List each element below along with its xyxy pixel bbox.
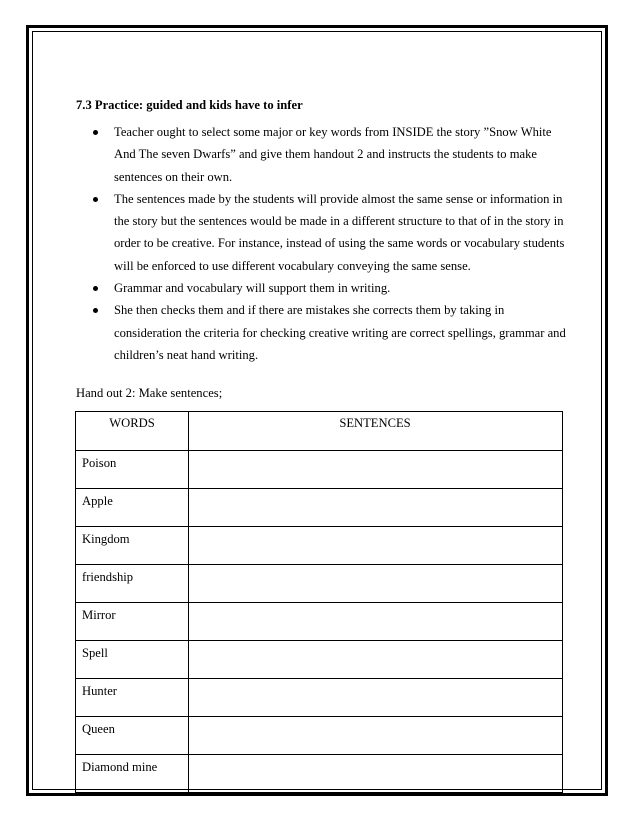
bullet-text: She then checks them and if there are mistakes she corrects them by taking in consideration the criteria for checking creative writing are correct spellings, grammar and children’s neat hand writing. xyxy=(114,303,566,362)
bullet-text: Teacher ought to select some major or key words from INSIDE the story ”Snow White And The seven Dwarfs” and give them handout 2 and instructs the students to make sentences on their own. xyxy=(114,125,552,184)
table-row xyxy=(76,489,563,527)
sentence-cell[interactable] xyxy=(189,603,563,641)
sentence-cell[interactable] xyxy=(189,641,563,679)
table-header-row xyxy=(76,412,563,451)
document-content xyxy=(76,96,566,402)
bullet-text: Grammar and vocabulary will support them in writing. xyxy=(114,281,391,296)
word-cell: friendship xyxy=(76,565,189,603)
sentence-cell[interactable] xyxy=(189,679,563,717)
word-cell: Apple xyxy=(76,489,189,527)
table-row xyxy=(76,451,563,489)
sentences-column-header: SENTENCES xyxy=(189,412,563,451)
word-cell: Hunter xyxy=(76,679,189,717)
bullet-item xyxy=(76,299,566,366)
handout-title: Hand out 2: Make sentences; xyxy=(76,386,223,401)
word-cell: Queen xyxy=(76,717,189,755)
bullet-item xyxy=(76,121,566,188)
word-cell: Spell xyxy=(76,641,189,679)
word-cell: Kingdom xyxy=(76,527,189,565)
word-cell: Mirror xyxy=(76,603,189,641)
sentence-cell[interactable] xyxy=(189,717,563,755)
sentence-cell[interactable] xyxy=(189,755,563,793)
bullet-item xyxy=(76,188,566,277)
bullet-text: The sentences made by the students will provide almost the same sense or information in the story but the sentences would be made in a different structure to that of in the story in order to be creative. For instance, instead of using the same words or vocabulary students will be enforced to use different vocabulary conveying the same sense. xyxy=(114,191,565,273)
table-row xyxy=(76,679,563,717)
word-cell: Poison xyxy=(76,451,189,489)
words-column-header: WORDS xyxy=(76,412,189,451)
sentence-cell[interactable] xyxy=(189,527,563,565)
table-row xyxy=(76,527,563,565)
bullet-icon xyxy=(93,197,98,202)
word-cell: Diamond mine xyxy=(76,755,189,793)
bullet-icon xyxy=(93,286,98,291)
bullet-icon xyxy=(93,308,98,313)
section-heading: 7.3 Practice: guided and kids have to infer xyxy=(76,98,303,112)
table-row xyxy=(76,565,563,603)
bullet-item xyxy=(76,277,566,299)
table-row xyxy=(76,717,563,755)
bullet-icon xyxy=(93,130,98,135)
sentence-cell[interactable] xyxy=(189,565,563,603)
sentence-cell[interactable] xyxy=(189,489,563,527)
table-row xyxy=(76,603,563,641)
handout-table xyxy=(75,411,563,793)
sentence-cell[interactable] xyxy=(189,451,563,489)
table-row xyxy=(76,755,563,793)
bullet-list xyxy=(76,121,566,366)
table-row xyxy=(76,641,563,679)
